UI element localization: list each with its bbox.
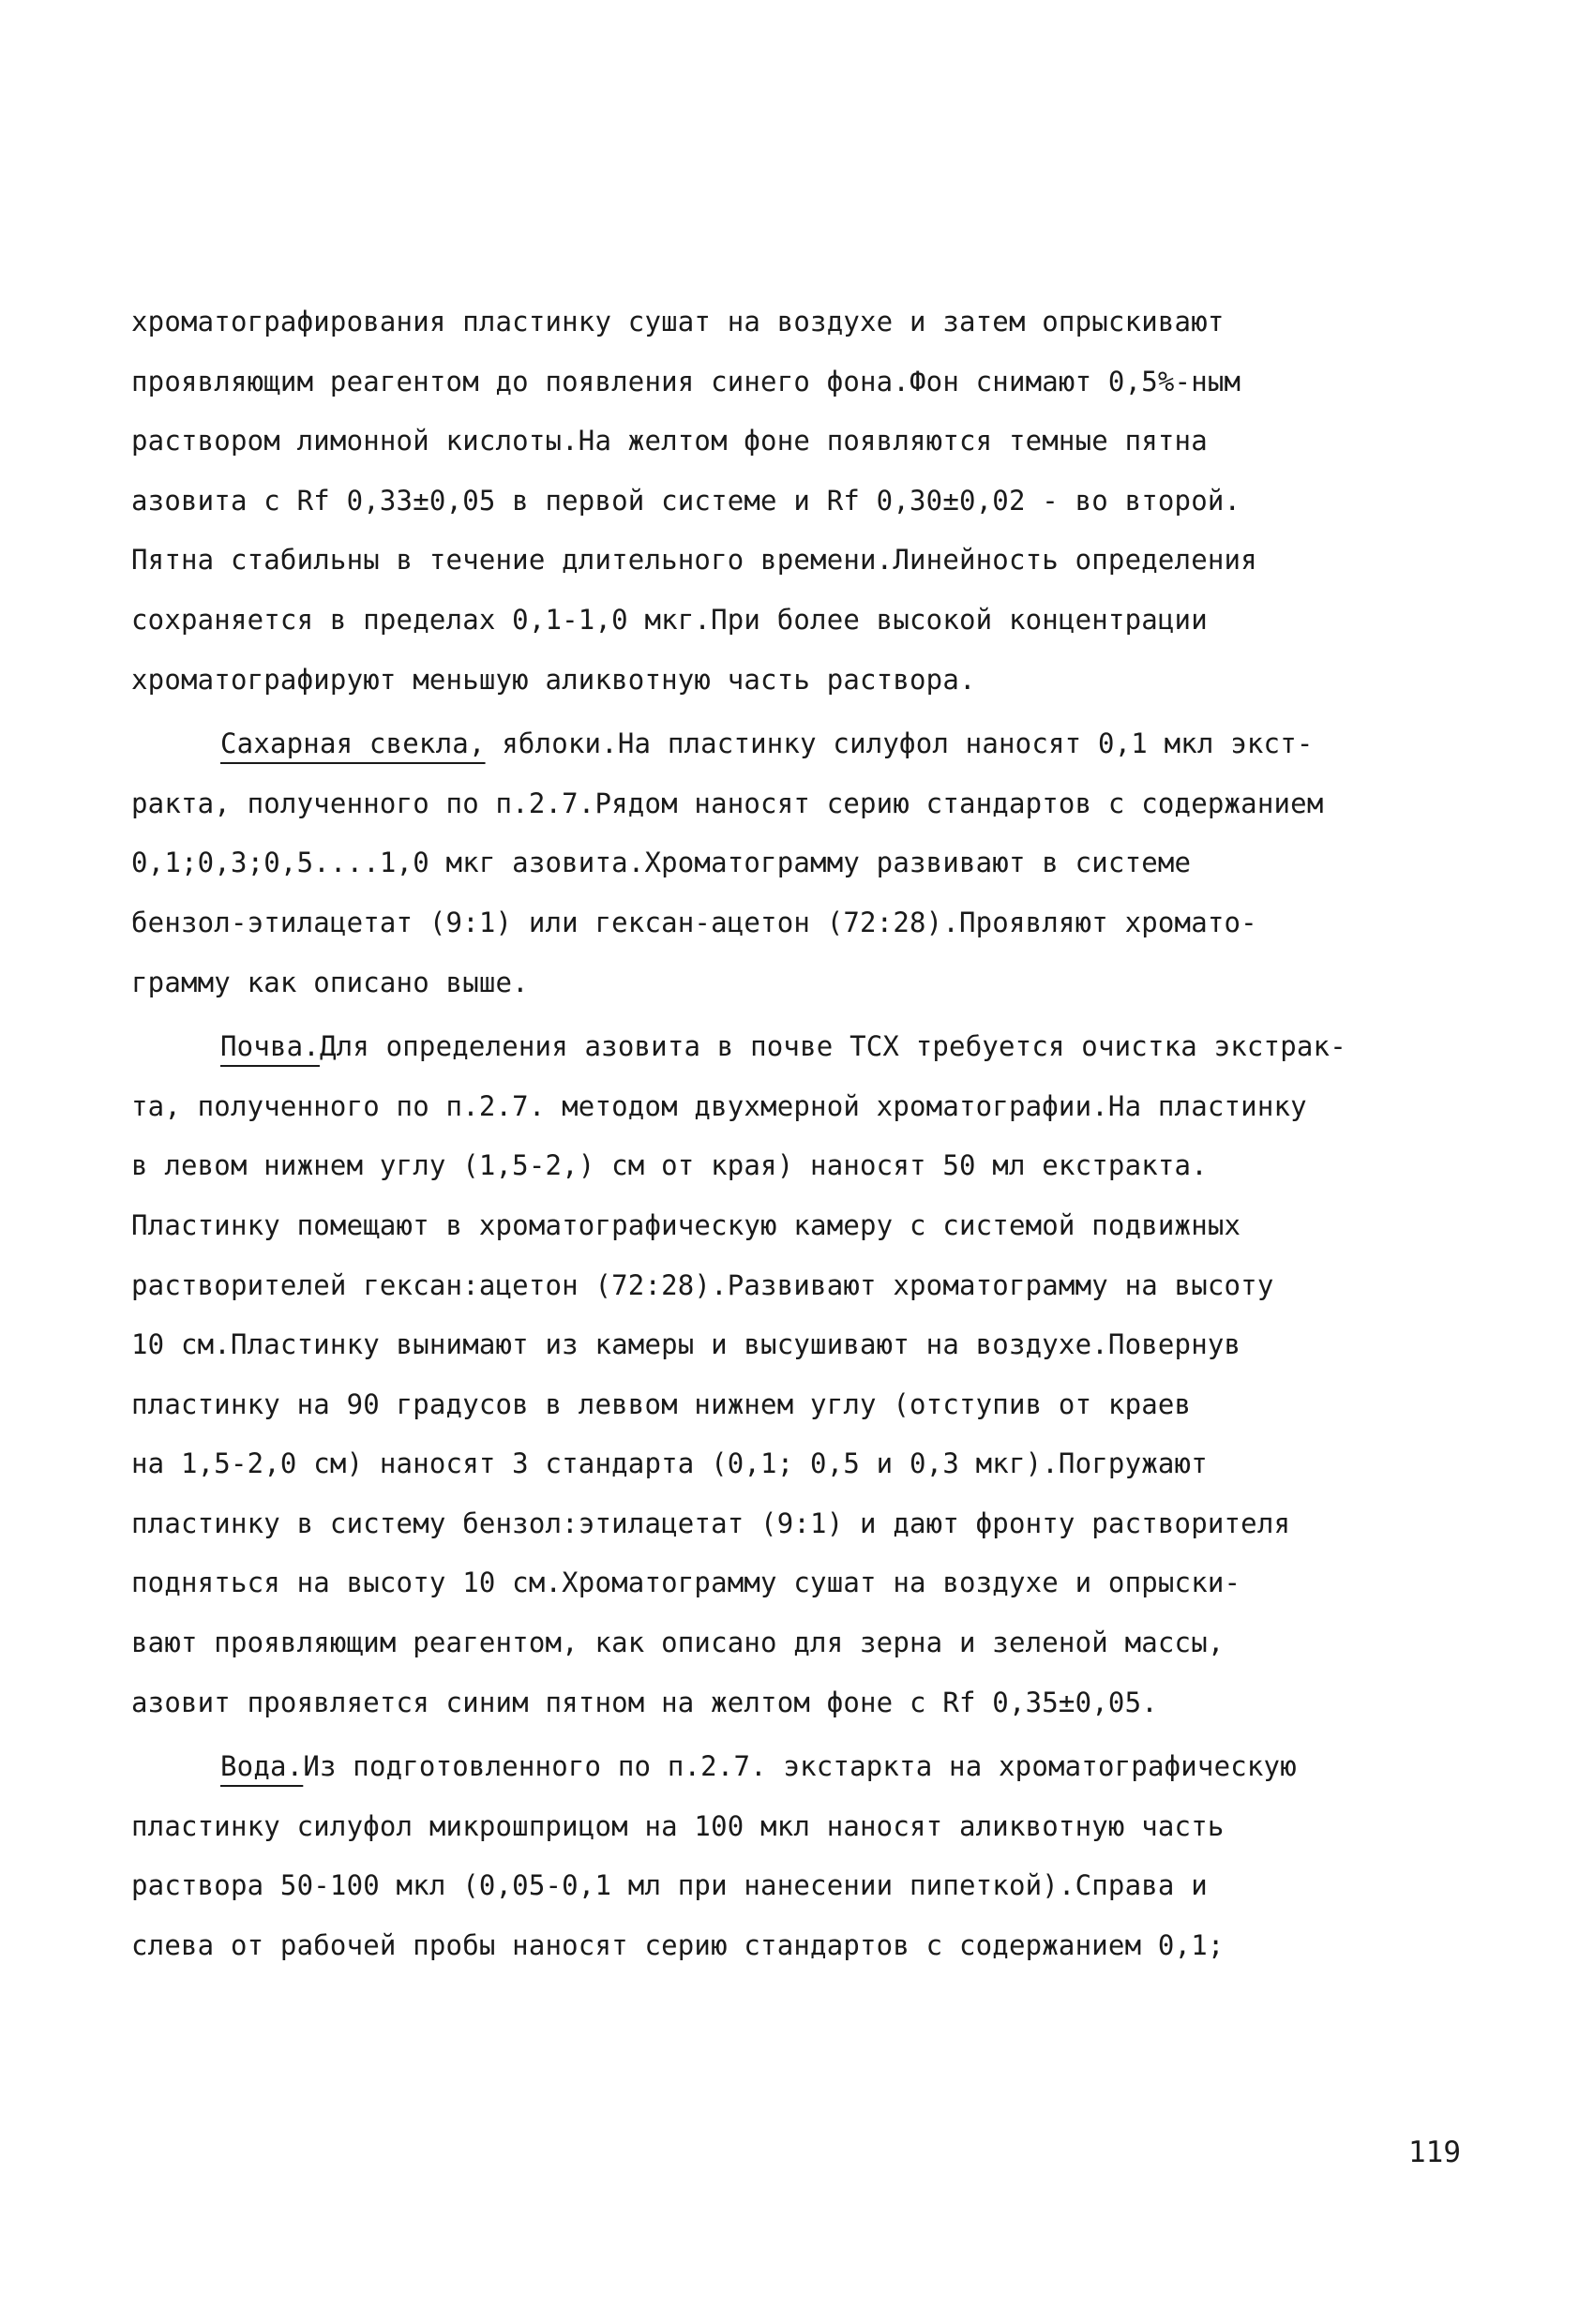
text-line: раствором лимонной кислоты.На желтом фоне появляются темные пятна — [131, 425, 1208, 457]
body-text — [131, 292, 1463, 1976]
text-line: та, полученного по п.2.7. методом двухмерной хроматографии.На пластинку — [131, 1089, 1307, 1122]
text-line: хроматографирования пластинку сушат на воздухе и затем опрыскивают — [131, 306, 1225, 337]
text-line: сохраняется в пределах 0,1-1,0 мкг.При более высокой концентрации — [131, 603, 1208, 636]
text-line: пластинку силуфол микрошприцом на 100 мкл наносят аликвотную часть — [131, 1809, 1225, 1842]
text-line: Пластинку помещают в хроматографическую камеру с системой подвижных — [131, 1208, 1241, 1241]
text-line: подняться на высоту 10 см.Хроматограмму сушат на воздухе и опрыски- — [131, 1567, 1241, 1599]
text-line: азовит проявляется синим пятном на желтом фоне с Rf 0,35±0,05. — [131, 1686, 1158, 1718]
section-heading-soil: Почва. — [220, 1030, 320, 1063]
text-line: грамму как описано выше. — [131, 966, 529, 998]
text-line: проявляющим реагентом до появления синего фона.Фон снимают 0,5%-ным — [131, 365, 1241, 397]
text-line: бензол-этилацетат (9:1) или гексан-ацетон (72:28).Проявляют хромато- — [131, 906, 1257, 938]
paragraph-start-water — [131, 1737, 1463, 1797]
text-line: пластинку на 90 градусов в леввом нижнем углу (отступив от краев — [131, 1387, 1192, 1420]
text-line: слева от рабочей пробы наносят серию стандартов с содержанием 0,1; — [131, 1929, 1225, 1962]
text-line: 10 см.Пластинку вынимают из камеры и высушивают на воздухе.Повернув — [131, 1328, 1241, 1361]
text-line: ракта, полученного по п.2.7.Рядом наносят серию стандартов с содержанием — [131, 787, 1324, 819]
text-line: на 1,5-2,0 см) наносят 3 стандарта (0,1; 0,5 и 0,3 мкг).Погружают — [131, 1447, 1208, 1480]
text-line: хроматографируют меньшую аликвотную часть раствора. — [131, 663, 976, 696]
text-line-rest: Для определения азовита в почве ТСХ требуется очистка экстрак- — [319, 1030, 1346, 1063]
text-line-rest: яблоки.На пластинку силуфол наносят 0,1 мкл экст- — [485, 727, 1314, 760]
text-line: азовита с Rf 0,33±0,05 в первой системе и Rf 0,30±0,02 - во второй. — [131, 484, 1241, 517]
text-line: Пятна стабильны в течение длительного времени.Линейность определения — [131, 544, 1257, 577]
text-line: растворителей гексан:ацетон (72:28).Развивают хроматограмму на высоту — [131, 1268, 1274, 1301]
text-line: вают проявляющим реагентом, как описано для зерна и зеленой массы, — [131, 1627, 1225, 1659]
text-line: раствора 50-100 мкл (0,05-0,1 мл при нанесении пипеткой).Справа и — [131, 1869, 1208, 1902]
text-line: в левом нижнем углу (1,5-2,) см от края) наносят 50 мл екстракта. — [131, 1149, 1208, 1182]
text-line: 0,1;0,3;0,5....1,0 мкг азовита.Хроматограмму развивают в системе — [131, 847, 1192, 879]
text-line-rest: Из подготовленного по п.2.7. экстаркта на хроматографическую — [303, 1750, 1297, 1783]
section-heading-sugar-beet: Сахарная свекла, — [220, 727, 486, 760]
page-number: 119 — [1408, 2136, 1461, 2169]
paragraph-start-soil — [131, 1017, 1463, 1077]
section-heading-water: Вода. — [220, 1750, 304, 1783]
text-line: пластинку в систему бензол:этилацетат (9:1) и дают фронту растворителя — [131, 1507, 1291, 1539]
paragraph-start-sugar-beet — [131, 714, 1463, 774]
